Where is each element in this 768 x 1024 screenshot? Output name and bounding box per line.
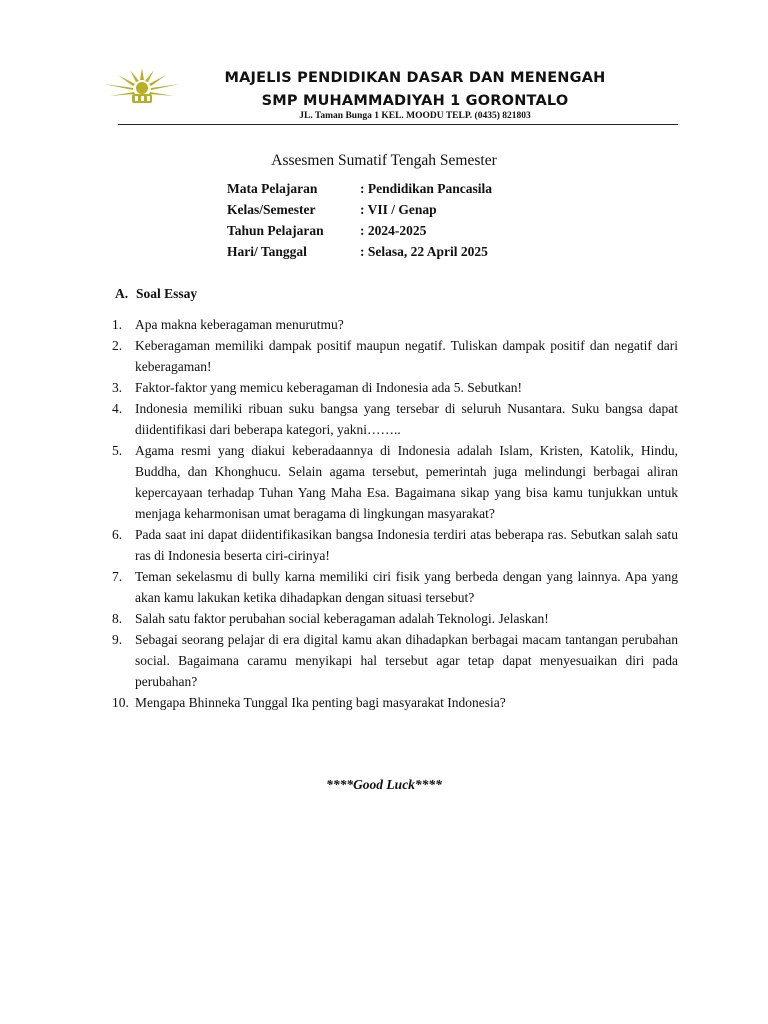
question-list (112, 314, 678, 713)
question-number: 9. (112, 632, 123, 647)
info-label: Tahun Pelajaran (227, 223, 324, 238)
section-title: Soal Essay (136, 286, 198, 301)
question-number: 4. (112, 401, 123, 416)
organization-name: MAJELIS PENDIDIKAN DASAR DAN MENENGAH (224, 70, 606, 86)
section-letter: A. (115, 286, 129, 301)
question-text: Indonesia memiliki ribuan suku bangsa yang tersebar di seluruh Nusantara. Suku bangsa dapat diidentifikasi dari beberapa kategori, yakni…….. (135, 401, 678, 437)
exam-info (227, 181, 492, 265)
question-text: Pada saat ini dapat diidentifikasikan bangsa Indonesia terdiri atas beberapa ras. Sebutkan salah satu ras di Indonesia beserta ciri-cirinya! (135, 527, 678, 563)
question-text: Salah satu faktor perubahan social keberagaman adalah Teknologi. Jelaskan! (135, 611, 549, 626)
info-value: : 2024-2025 (360, 223, 427, 238)
question-number: 2. (112, 338, 123, 353)
question-item (112, 377, 678, 398)
section-heading (115, 286, 197, 302)
question-text: Agama resmi yang diakui keberadaannya di Indonesia adalah Islam, Kristen, Katolik, Hindu, Buddha, dan Khonghucu. Selain agama tersebut, pemerintah juga melindungi berbagai aliran kepercayaan terhadap Tuhan Yang Maha Esa. Bagaimana sikap yang bisa kamu tunjukkan untuk menjaga keharmonisan umat beragama di lingkungan masyarakat? (135, 443, 678, 521)
question-text: Mengapa Bhinneka Tunggal Ika penting bagi masyarakat Indonesia? (135, 695, 506, 710)
question-number: 6. (112, 527, 123, 542)
good-luck-footer: ****Good Luck**** (326, 777, 442, 792)
question-item (112, 608, 678, 629)
letterhead (0, 0, 768, 130)
question-item (112, 692, 678, 713)
info-value: : Selasa, 22 April 2025 (360, 244, 488, 259)
question-text: Teman sekelasmu di bully karna memiliki ciri fisik yang berbeda dengan yang lainnya. Apa yang akan kamu lakukan ketika dihadapkan dengan situasi tersebut? (135, 569, 678, 605)
question-number: 7. (112, 569, 123, 584)
question-item (112, 314, 678, 335)
question-text: Sebagai seorang pelajar di era digital kamu akan dihadapkan berbagai macam tantangan perubahan social. Bagaimana caramu menyikapi hal tersebut agar tetap dapat menyesuaikan diri pada perubahan? (135, 632, 678, 689)
question-text: Keberagaman memiliki dampak positif maupun negatif. Tuliskan dampak positif dan negatif dari keberagaman! (135, 338, 678, 374)
question-item (112, 440, 678, 524)
question-number: 3. (112, 380, 123, 395)
question-item (112, 524, 678, 566)
info-row-year (227, 223, 492, 244)
info-label: Mata Pelajaran (227, 181, 318, 196)
question-item (112, 629, 678, 692)
question-item (112, 566, 678, 608)
question-item (112, 335, 678, 377)
question-number: 5. (112, 443, 123, 458)
school-address: JL. Taman Bunga 1 KEL. MOODU TELP. (0435) 821803 (299, 111, 531, 121)
header-divider (118, 124, 678, 125)
question-text: Apa makna keberagaman menurutmu? (135, 317, 344, 332)
question-number: 1. (112, 317, 123, 332)
document-title: Assesmen Sumatif Tengah Semester (271, 152, 497, 169)
question-number: 10. (112, 695, 129, 710)
info-row-class (227, 202, 492, 223)
info-label: Hari/ Tanggal (227, 244, 307, 259)
info-label: Kelas/Semester (227, 202, 316, 217)
question-item (112, 398, 678, 440)
question-text: Faktor-faktor yang memicu keberagaman di Indonesia ada 5. Sebutkan! (135, 380, 522, 395)
info-value: : VII / Genap (360, 202, 437, 217)
info-row-date (227, 244, 492, 265)
question-number: 8. (112, 611, 123, 626)
school-name: SMP MUHAMMADIYAH 1 GORONTALO (261, 93, 569, 109)
info-value: : Pendidikan Pancasila (360, 181, 493, 196)
info-row-subject (227, 181, 492, 202)
